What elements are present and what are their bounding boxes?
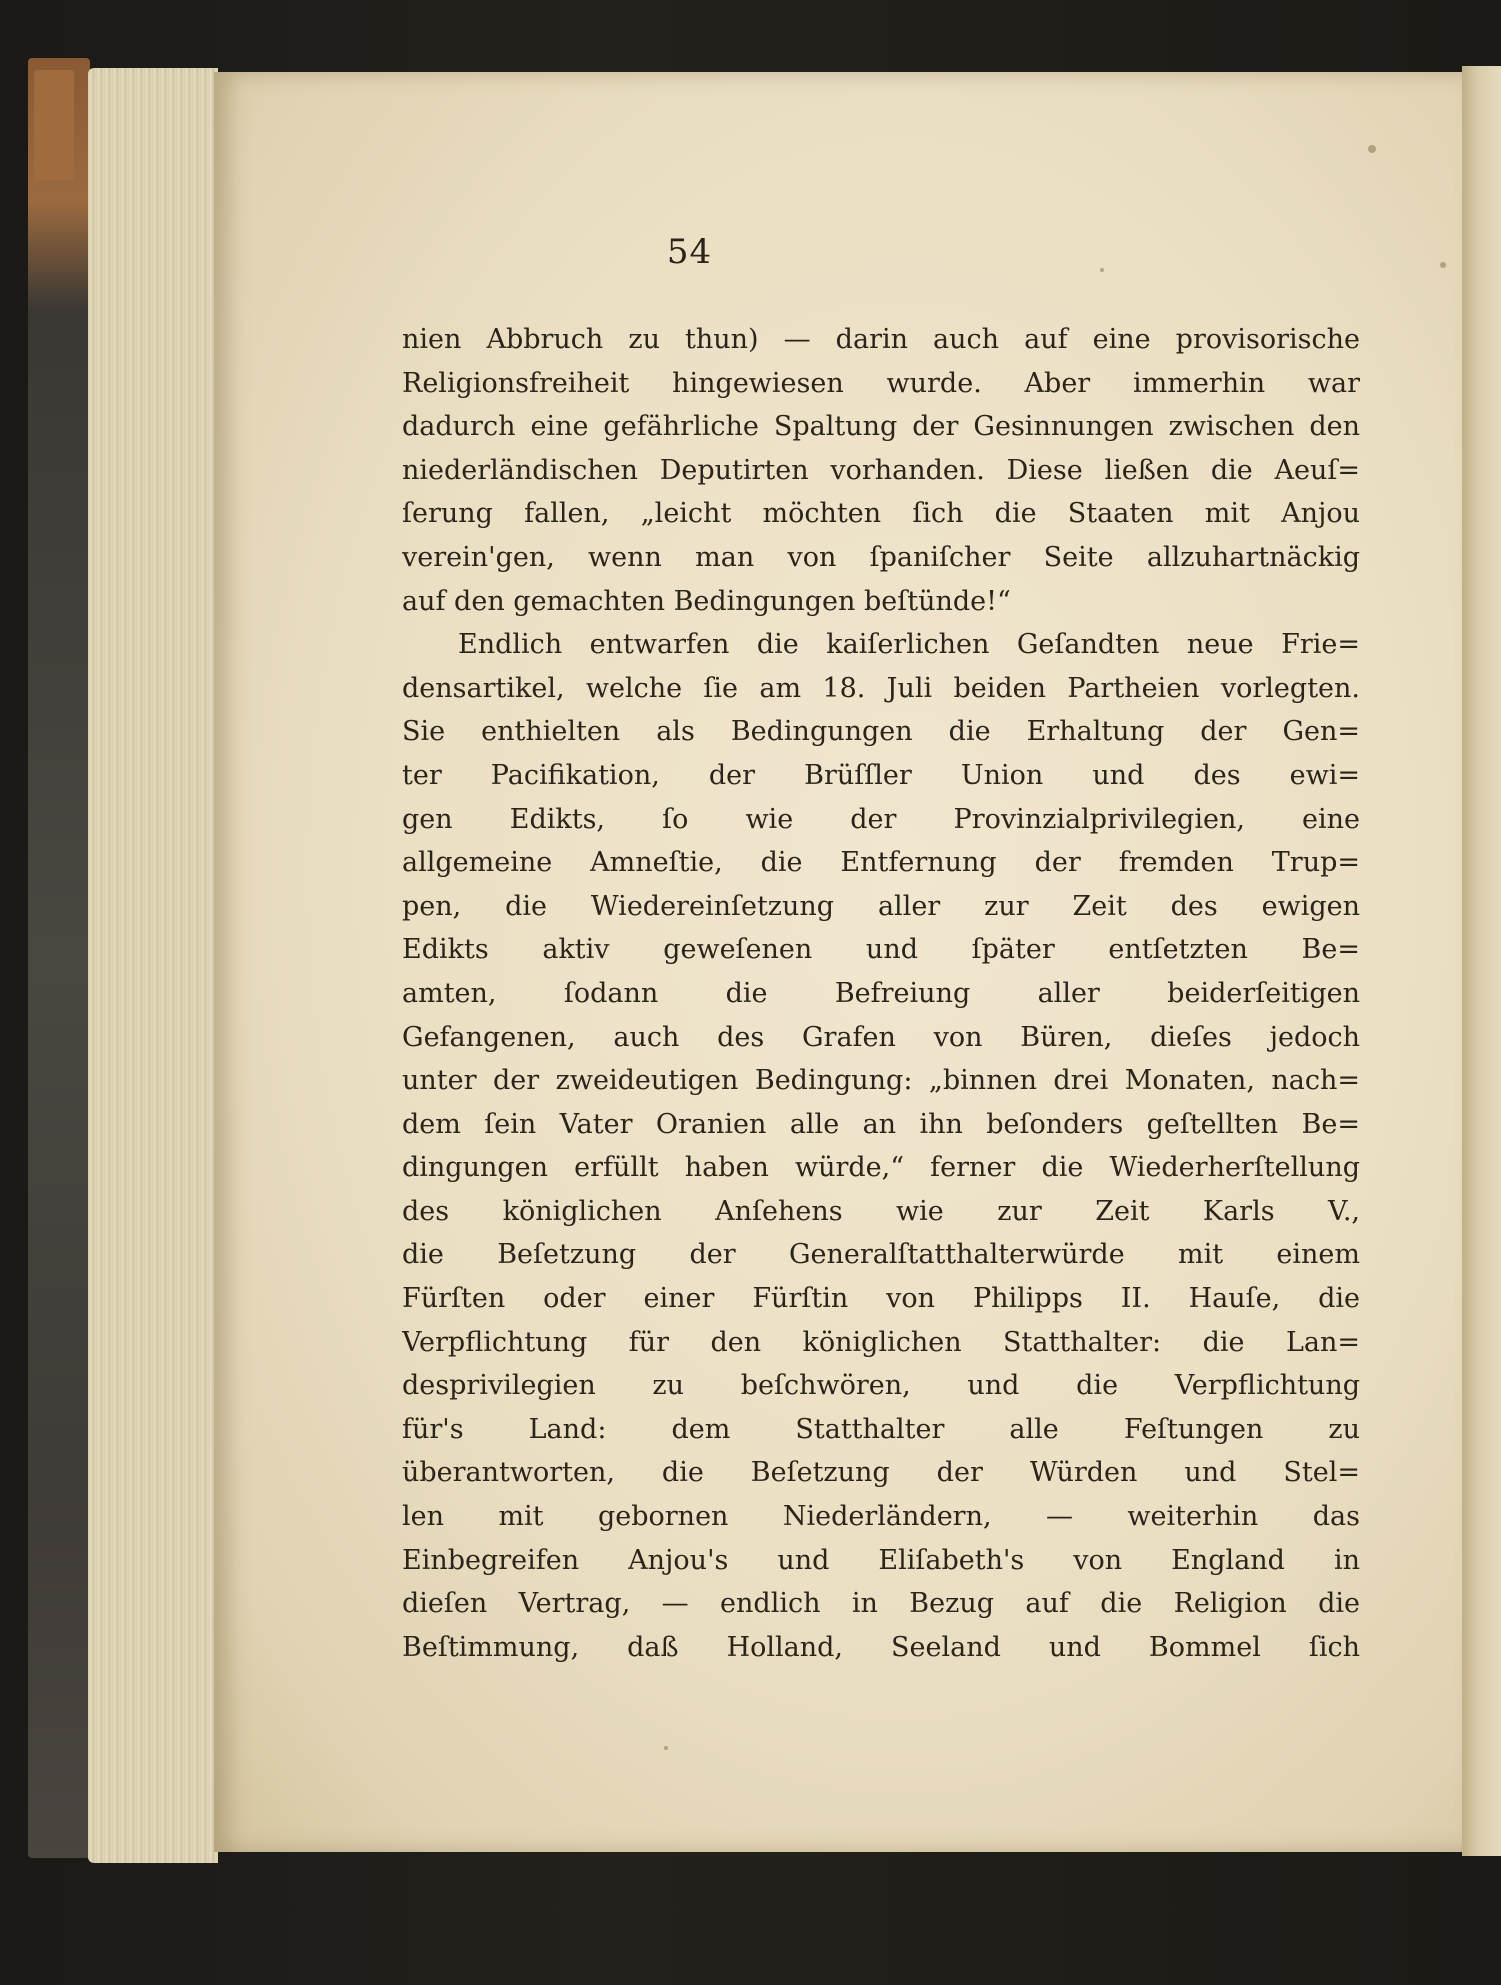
body-text (402, 318, 1360, 1669)
page-speck (664, 1746, 668, 1750)
text-line: pen, die Wiedereinſetzung aller zur Zeit des ewigen (402, 890, 1360, 922)
text-line: Fürſten oder einer Fürſtin von Philipps II. Hauſe, die (402, 1283, 1360, 1315)
text-line: dem ſein Vater Oranien alle an ihn beſonders geſtellten Be= (402, 1108, 1360, 1140)
text-line: die Beſetzung der Generalſtatthalterwürde mit einem (402, 1239, 1360, 1271)
text-line: auf den gemachten Bedingungen beſtünde!“ (402, 585, 1011, 617)
text-line: densartikel, welche ſie am 18. Juli beiden Partheien vorlegten. (402, 672, 1360, 704)
text-line: für's Land: dem Statthalter alle Feſtungen zu (402, 1413, 1360, 1445)
text-line: verein'gen, wenn man von ſpaniſcher Seite allzuhartnäckig (402, 541, 1360, 573)
text-line: amten, ſodann die Befreiung aller beiderſeitigen (402, 977, 1360, 1009)
facing-page-edge (1462, 66, 1501, 1856)
page-speck (1368, 145, 1376, 153)
text-line: dingungen erfüllt haben würde,“ ferner die Wiederherſtellung (402, 1152, 1360, 1184)
text-line: Einbegreifen Anjou's und Eliſabeth's von England in (402, 1544, 1360, 1576)
text-line: Beſtimmung, daß Holland, Seeland und Bommel ſich (402, 1631, 1360, 1663)
text-line: ter Pacifikation, der Brüſſler Union und des ewi= (402, 759, 1360, 791)
paragraph-start-line: Endlich entwarfen die kaiſerlichen Geſandten neue Frie= (458, 629, 1360, 661)
page-number: 54 (666, 232, 713, 272)
text-line: Sie enthielten als Bedingungen die Erhaltung der Gen= (402, 716, 1360, 748)
text-line: Edikts aktiv geweſenen und ſpäter entſetzten Be= (402, 934, 1360, 966)
book-spine (28, 58, 90, 1858)
spine-worn-edge (34, 70, 74, 180)
text-line: gen Edikts, ſo wie der Provinzialprivilegien, eine (402, 803, 1360, 835)
text-line: ſerung fallen, „leicht möchten ſich die Staaten mit Anjou (402, 498, 1360, 530)
text-line: len mit gebornen Niederländern, — weiterhin das (402, 1501, 1360, 1533)
text-line: desprivilegien zu beſchwören, und die Verpflichtung (402, 1370, 1360, 1402)
text-line: allgemeine Amneſtie, die Entfernung der fremden Trup= (402, 847, 1360, 879)
text-line: unter der zweideutigen Bedingung: „binnen drei Monaten, nach= (402, 1065, 1360, 1097)
text-line: nien Abbruch zu thun) — darin auch auf eine provisorische (402, 324, 1360, 355)
page-edges (88, 68, 218, 1863)
text-line: überantworten, die Beſetzung der Würden und Stel= (402, 1457, 1360, 1489)
text-line: Verpflichtung für den königlichen Statthalter: die Lan= (402, 1326, 1360, 1358)
text-line: dieſen Vertrag, — endlich in Bezug auf die Religion die (402, 1588, 1360, 1620)
text-line: des königlichen Anſehens wie zur Zeit Karls V., (402, 1195, 1360, 1227)
text-line: Gefangenen, auch des Grafen von Büren, dieſes jedoch (402, 1021, 1360, 1053)
text-line: dadurch eine gefährliche Spaltung der Gesinnungen zwischen den (402, 411, 1360, 443)
text-line: niederländischen Deputirten vorhanden. Diese ließen die Aeuſ= (402, 454, 1360, 486)
text-line: Religionsfreiheit hingewiesen wurde. Aber immerhin war (402, 367, 1360, 399)
